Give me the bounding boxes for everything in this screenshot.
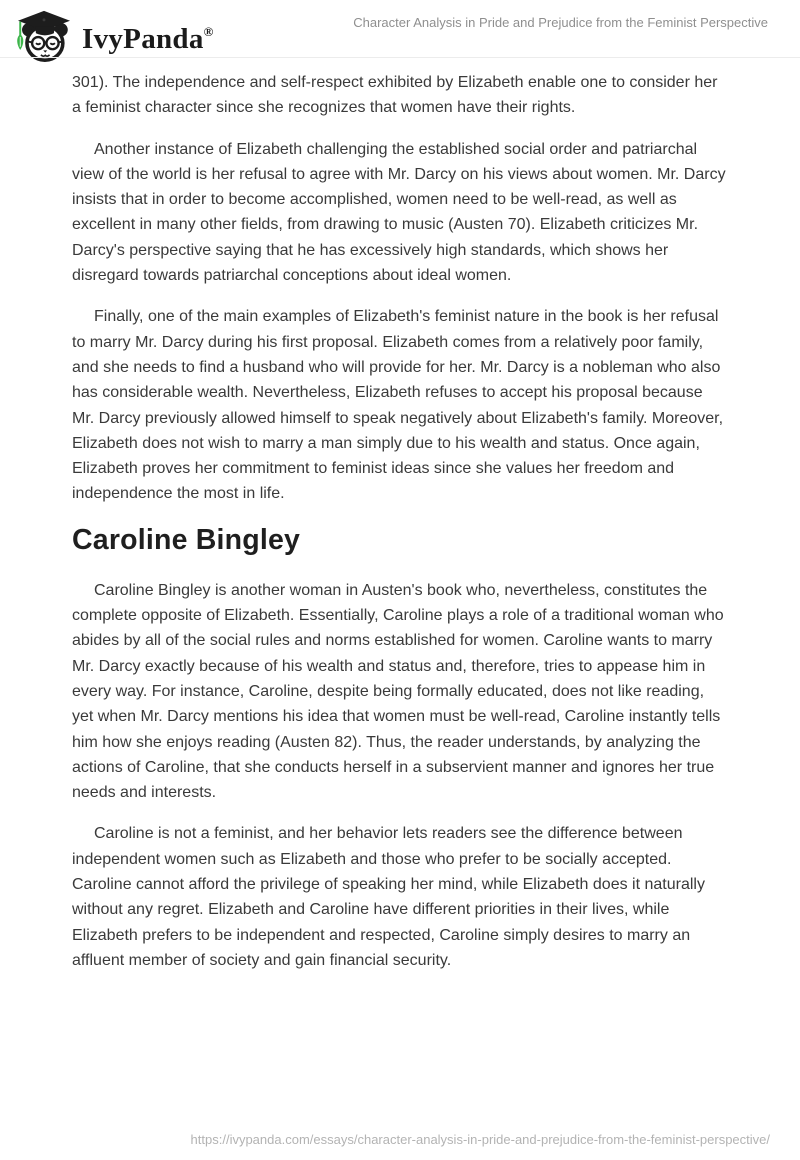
paragraph-continuation: 301). The independence and self-respect exhibited by Elizabeth enable one to consider her a feminist character since she recognizes that women have their rights. — [72, 74, 718, 117]
section-heading-caroline-bingley: Caroline Bingley — [72, 523, 301, 556]
registered-trademark-symbol: ® — [203, 24, 214, 39]
graduation-panda-icon — [13, 10, 75, 62]
brand-text: IvyPanda — [82, 23, 204, 55]
source-url-link[interactable]: https://ivypanda.com/essays/character-analysis-in-pride-and-prejudice-from-the-feminist-perspective/ — [190, 1132, 770, 1147]
document-title: Character Analysis in Pride and Prejudice from the Feminist Perspective — [353, 15, 768, 30]
page-header — [0, 0, 800, 57]
paragraph: Another instance of Elizabeth challenging the established social order and patriarchal view of the world is her refusal to agree with Mr. Darcy on his views about women. Mr. Darcy insists that in order to become accomplished, women need to be well-read, as well as excellent in many other fields, from drawing to music (Austen 70). Elizabeth criticizes Mr. Darcy's perspective saying that he has excessively high standards, which shows her disregard towards patriarchal conceptions about ideal women. — [72, 140, 726, 285]
paragraph: Caroline Bingley is another woman in Austen's book who, nevertheless, constitutes the complete opposite of Elizabeth. Essentially, Caroline plays a role of a traditional woman who abides by all of the social rules and norms established for women. Caroline wants to marry Mr. Darcy exactly because of his wealth and status and, therefore, tries to appease him in every way. For instance, Caroline, despite being formally educated, does not like reading, yet when Mr. Darcy mentions his idea that women must be well-read, Caroline instantly tells him how she enjoys reading (Austen 82). Thus, the reader understands, by analyzing the actions of Caroline, that she conducts herself in a subservient manner and ignores her true needs and interests. — [72, 581, 724, 802]
essay-content — [72, 58, 728, 989]
paragraph: Finally, one of the main examples of Elizabeth's feminist nature in the book is her refusal to marry Mr. Darcy during his first proposal. Elizabeth comes from a relatively poor family, and she needs to find a husband who will provide for her. Mr. Darcy is a nobleman who also has considerable wealth. Nevertheless, Elizabeth refuses to accept his proposal because Mr. Darcy previously allowed himself to speak negatively about Elizabeth's family. Moreover, Elizabeth does not wish to marry a man simply due to his wealth and status. Once again, Elizabeth proves her commitment to feminist ideas since she values her freedom and independence the most in life. — [72, 308, 724, 503]
paragraph: Caroline is not a feminist, and her behavior lets readers see the difference between independent women such as Elizabeth and those who prefer to be socially accepted. Caroline cannot afford the privilege of speaking her mind, while Elizabeth does it naturally without any regret. Elizabeth and Caroline have different priorities in their lives, while Elizabeth prefers to be independent and respected, Caroline simply desires to marry an affluent member of society and gain financial security. — [72, 825, 705, 969]
